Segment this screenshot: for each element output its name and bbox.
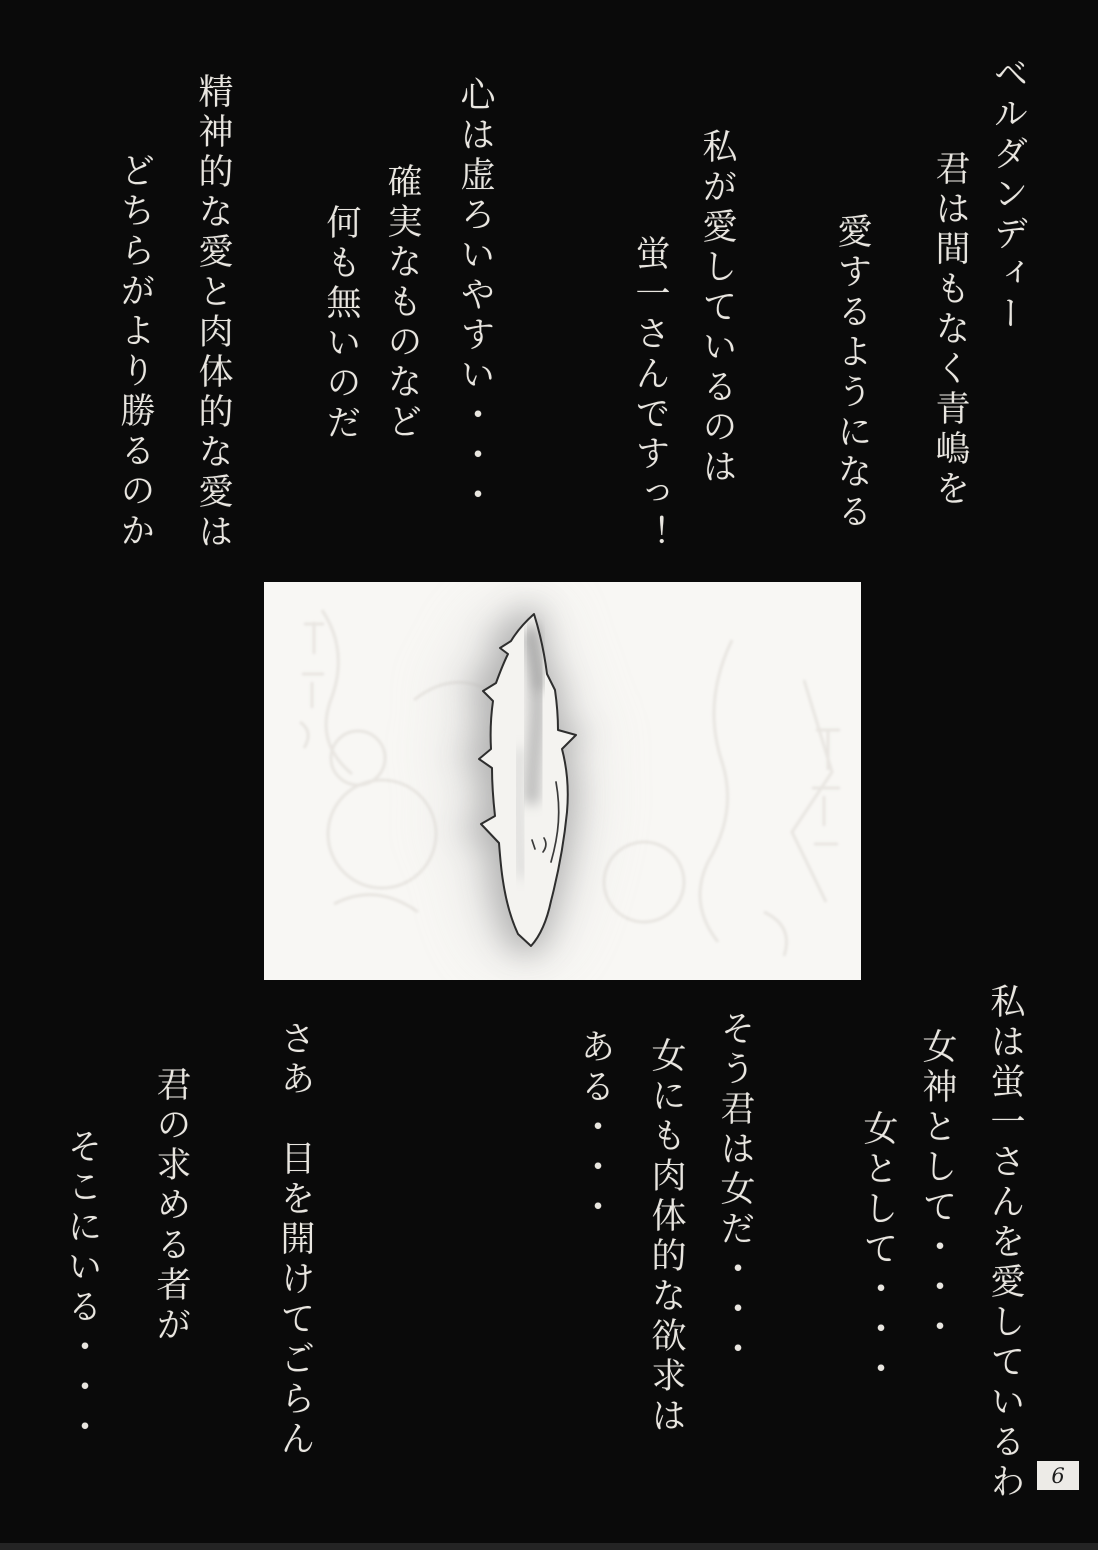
vertical-text-line: 女として・・・ bbox=[858, 1110, 898, 1390]
page-number bbox=[1037, 1461, 1079, 1490]
vertical-text-line: 精神的な愛と肉体的な愛は bbox=[193, 73, 233, 553]
vertical-text-line: 私が愛しているのは bbox=[697, 128, 737, 488]
vertical-text-line: 何も無いのだ bbox=[321, 204, 361, 444]
vertical-text-line: 女神として・・・ bbox=[917, 1028, 957, 1348]
vertical-text-line: 女にも肉体的な欲求は bbox=[646, 1037, 686, 1437]
illustration-panel bbox=[264, 582, 861, 980]
flame-illustration bbox=[264, 582, 861, 980]
vertical-text-line: そこにいる・・・ bbox=[62, 1128, 102, 1448]
vertical-text-line: どちらがより勝るのか bbox=[115, 152, 155, 552]
vertical-text-line: ベルダンディー bbox=[988, 55, 1028, 335]
vertical-text-line: 君の求める者が bbox=[151, 1066, 191, 1346]
vertical-text-line: そう君は女だ・・・ bbox=[715, 1010, 755, 1370]
vertical-text-line: 君は間もなく青嶋を bbox=[930, 150, 970, 510]
vertical-text-line: 確実なものなど bbox=[382, 163, 422, 443]
vertical-text-line: 私は蛍一さんを愛しているわ bbox=[985, 983, 1025, 1503]
vertical-text-line: 心は虚ろいやすい・・・ bbox=[455, 76, 495, 516]
vertical-text-line: ある・・・ bbox=[575, 1028, 615, 1228]
vertical-text-line: 蛍一さんですっ！ bbox=[630, 235, 670, 555]
vertical-text-line: さあ 目を開けてごらん bbox=[275, 1020, 315, 1460]
page-number-label: 6 bbox=[1051, 1463, 1065, 1488]
vertical-text-line: 愛するようになる bbox=[832, 213, 872, 533]
